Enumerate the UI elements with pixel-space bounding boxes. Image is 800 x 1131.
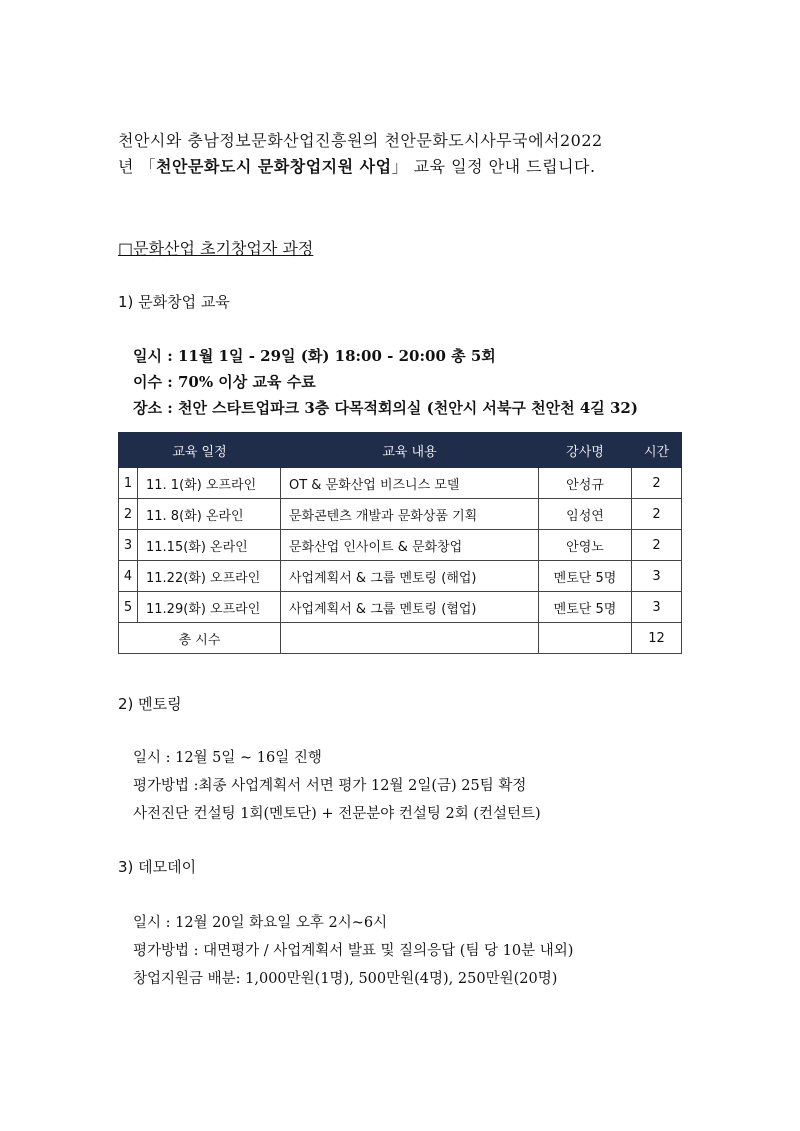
education-date: 일시 : 11월 1일 - 29일 (화) 18:00 - 20:00 총 5회: [133, 347, 496, 365]
table-header-row: [119, 433, 682, 468]
row-content: 문화콘텐츠 개발과 문화상품 기획: [281, 499, 539, 530]
mentoring-evaluation: 평가방법 :최종 사업계획서 서면 평가 12월 2일(금) 25팀 확정: [133, 778, 527, 794]
row-content: 사업계획서 & 그룹 멘토링 (해업): [281, 561, 539, 592]
intro-line-2-prefix: 년 「: [118, 157, 157, 176]
row-date: 11. 1(화) 오프라인: [138, 468, 281, 499]
row-number: 1: [119, 468, 138, 499]
education-place: 장소 : 천안 스타트업파크 3층 다목적회의실 (천안시 서북구 천안천 4길 32): [133, 399, 638, 417]
row-lecturer: 임성연: [539, 499, 632, 530]
row-date: 11.22(화) 오프라인: [138, 561, 281, 592]
row-hours: 2: [632, 499, 682, 530]
row-number: 5: [119, 592, 138, 623]
subsection-1-title: 1) 문화창업 교육: [118, 293, 230, 311]
education-completion: 이수 : 70% 이상 교육 수료: [133, 373, 316, 391]
table-row: [119, 499, 682, 530]
row-number: 3: [119, 530, 138, 561]
header-schedule: 교육 일정: [119, 433, 281, 468]
intro-line-2: [118, 154, 718, 180]
row-number: 2: [119, 499, 138, 530]
row-date: 11.15(화) 온라인: [138, 530, 281, 561]
demoday-info: [133, 909, 573, 993]
row-lecturer: 멘토단 5명: [539, 592, 632, 623]
demoday-funding: 창업지원금 배분: 1,000만원(1명), 500만원(4명), 250만원(20명): [133, 971, 558, 987]
row-hours: 2: [632, 468, 682, 499]
mentoring-info: [133, 744, 541, 828]
demoday-evaluation: 평가방법 : 대면평가 / 사업계획서 발표 및 질의응답 (팀 당 10분 내외): [133, 943, 574, 959]
total-label: 총 시수: [119, 623, 281, 654]
education-schedule-table: [118, 432, 682, 654]
row-hours: 2: [632, 530, 682, 561]
row-lecturer: 멘토단 5명: [539, 561, 632, 592]
table-row: [119, 561, 682, 592]
row-content: 문화산업 인사이트 & 문화창업: [281, 530, 539, 561]
intro-line-2-suffix: 」 교육 일정 안내 드립니다.: [391, 157, 596, 176]
row-lecturer: 안영노: [539, 530, 632, 561]
subsection-2-title: 2) 멘토링: [118, 695, 182, 713]
row-number: 4: [119, 561, 138, 592]
table-row: [119, 468, 682, 499]
row-content: OT & 문화산업 비즈니스 모델: [281, 468, 539, 499]
total-empty-content: [281, 623, 539, 654]
row-hours: 3: [632, 592, 682, 623]
row-date: 11. 8(화) 온라인: [138, 499, 281, 530]
subsection-3-title: 3) 데모데이: [118, 858, 197, 876]
table-total-row: [119, 623, 682, 654]
intro-line-1: 천안시와 충남정보문화산업진흥원의 천안문화도시사무국에서2022: [118, 131, 603, 150]
demoday-date: 일시 : 12월 20일 화요일 오후 2시~6시: [133, 915, 388, 931]
mentoring-date: 일시 : 12월 5일 ~ 16일 진행: [133, 750, 322, 766]
mentoring-consulting: 사전진단 컨설팅 1회(멘토단) + 전문분야 컨설팅 2회 (컨설턴트): [133, 806, 541, 822]
row-hours: 3: [632, 561, 682, 592]
header-lecturer: 강사명: [539, 433, 632, 468]
program-name: 천안문화도시 문화창업지원 사업: [156, 157, 392, 176]
header-hours: 시간: [632, 433, 682, 468]
total-empty-lecturer: [539, 623, 632, 654]
total-hours: 12: [632, 623, 682, 654]
row-lecturer: 안성규: [539, 468, 632, 499]
section-title: □문화산업 초기창업자 과정: [118, 239, 314, 258]
intro-paragraph: [118, 128, 718, 180]
education-info: [133, 343, 638, 421]
row-content: 사업계획서 & 그룹 멘토링 (협업): [281, 592, 539, 623]
table-row: [119, 592, 682, 623]
row-date: 11.29(화) 오프라인: [138, 592, 281, 623]
header-content: 교육 내용: [281, 433, 539, 468]
table-row: [119, 530, 682, 561]
